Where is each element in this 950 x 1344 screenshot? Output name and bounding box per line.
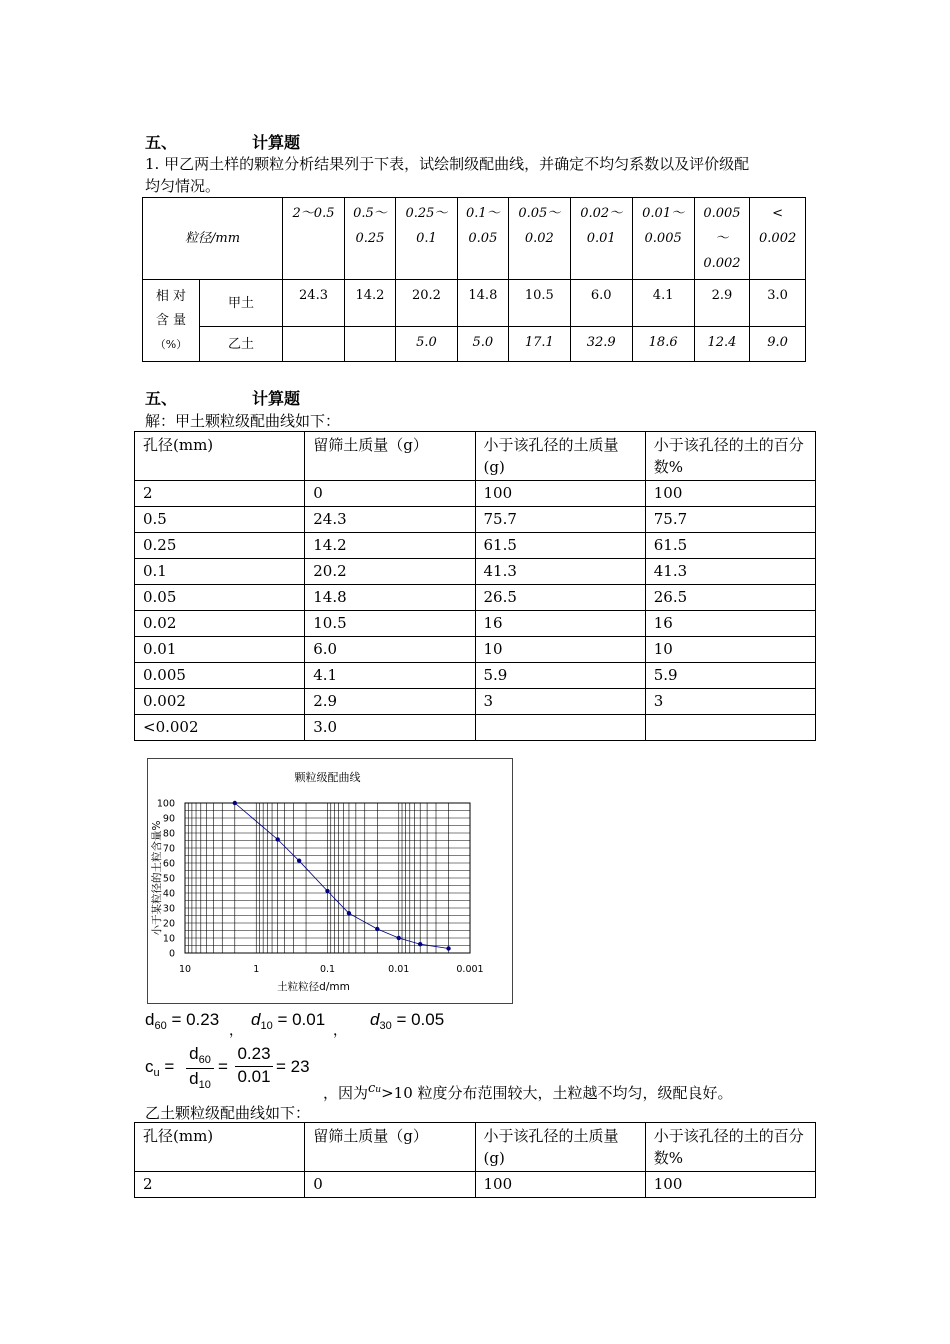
table-cell: 100 [475, 481, 645, 507]
header-cell: 孔径(mm) [135, 1123, 305, 1172]
table-cell: 2 [135, 1172, 305, 1198]
x-tick-label: 0.01 [388, 964, 410, 975]
formula-value: = 0.01 [277, 1010, 326, 1029]
table-cell: 100 [475, 1172, 645, 1198]
table-cell: 20.2 [305, 559, 475, 585]
data-point [325, 889, 329, 893]
formula-value: = 0.05 [396, 1010, 445, 1029]
table-cell: 0.05 [135, 585, 305, 611]
range-text: 0.02～ [580, 206, 623, 221]
range-text: 0.005 [644, 231, 682, 246]
formula-subscript: 10 [260, 1020, 273, 1032]
range-cell [457, 198, 508, 280]
conclusion-prefix: ，因为 [323, 1084, 369, 1102]
table-row [135, 559, 816, 585]
chart-title: 颗粒级配曲线 [294, 771, 361, 784]
conclusion-text: >10 粒度分布范围较大，土粒越不均匀，级配良好。 [381, 1084, 733, 1102]
range-text: 2～0.5 [292, 206, 335, 221]
table-cell: 14.2 [305, 533, 475, 559]
table-cell: <0.002 [135, 715, 305, 741]
table-cell: 0.5 [135, 507, 305, 533]
soil-b-value: 5.0 [457, 327, 508, 362]
formula-symbol: d [145, 1010, 155, 1029]
d10-formula [251, 1010, 325, 1032]
range-cell [694, 198, 750, 280]
header-cell: 孔径(mm) [135, 432, 305, 481]
soil-b-intro: 乙土颗粒级配曲线如下： [145, 1104, 311, 1122]
soil-b-label: 乙土 [200, 327, 283, 362]
grading-curve-chart [147, 758, 513, 1004]
table-cell: 26.5 [645, 585, 815, 611]
table-row [135, 663, 816, 689]
x-tick-label: 0.1 [319, 964, 336, 975]
table-cell: 0 [305, 481, 475, 507]
header-cell: 小于该孔径的土质量(g) [475, 432, 645, 481]
x-tick-label: 1 [253, 964, 260, 975]
table-cell: 26.5 [475, 585, 645, 611]
range-text: 0.25～ [405, 206, 448, 221]
soil-a-sieve-table [134, 431, 816, 741]
data-point [347, 911, 351, 915]
table-row [135, 507, 816, 533]
table-row [135, 689, 816, 715]
table-row [135, 1172, 816, 1198]
header-cell: 留筛土质量（g） [305, 1123, 475, 1172]
table-cell: 75.7 [645, 507, 815, 533]
soil-a-value: 24.3 [283, 280, 345, 327]
y-tick-label: 60 [162, 858, 175, 870]
table-cell: 10.5 [305, 611, 475, 637]
table-cell: 3 [645, 689, 815, 715]
range-cell [750, 198, 806, 280]
table-cell: 41.3 [475, 559, 645, 585]
table-cell: 0.01 [135, 637, 305, 663]
table-cell: 3 [475, 689, 645, 715]
data-point [375, 927, 379, 931]
range-text: 0.05～ [518, 206, 561, 221]
soil-a-value: 6.0 [570, 280, 632, 327]
soil-a-value: 4.1 [632, 280, 694, 327]
y-tick-label: 30 [162, 903, 175, 915]
range-cell [395, 198, 457, 280]
y-tick-label: 20 [162, 918, 175, 930]
formula-subscript: 10 [198, 1079, 211, 1091]
range-text: 0.01～ [642, 206, 685, 221]
table-cell: 5.9 [645, 663, 815, 689]
header-cell: 小于该孔径的土质量(g) [475, 1123, 645, 1172]
y-tick-label: 100 [156, 798, 175, 810]
formula-symbol: c [145, 1057, 154, 1076]
formula-symbol: d [251, 1010, 261, 1029]
cu-fraction [186, 1044, 214, 1091]
formula-subscript: 30 [379, 1020, 392, 1032]
cu-value-fraction [235, 1044, 273, 1087]
x-axis-label: 土粒粒径d/mm [277, 981, 350, 993]
soil-a-value: 20.2 [395, 280, 457, 327]
soil-a-label: 甲土 [200, 280, 283, 327]
data-point [446, 946, 450, 950]
x-tick-label: 10 [178, 964, 192, 975]
formula-value: = 0.23 [171, 1010, 220, 1029]
cu-result: = 23 [276, 1057, 310, 1076]
table-cell: 6.0 [305, 637, 475, 663]
data-point [418, 942, 422, 946]
section-title: 计算题 [252, 133, 301, 152]
table-cell: 0.005 [135, 663, 305, 689]
data-point [297, 859, 301, 863]
range-text: ～ [715, 231, 729, 246]
data-point [233, 801, 237, 805]
y-tick-label: 70 [162, 843, 175, 855]
table-row [135, 715, 816, 741]
grading-curve-svg [148, 759, 512, 1003]
table-cell: 10 [645, 637, 815, 663]
table-cell: 14.8 [305, 585, 475, 611]
range-text: 0.01 [586, 231, 616, 246]
soil-b-sieve-table [134, 1122, 816, 1198]
x-tick-label: 0.001 [456, 964, 484, 975]
table-cell: 0.002 [135, 689, 305, 715]
table-cell: 41.3 [645, 559, 815, 585]
y-tick-label: 50 [162, 873, 175, 885]
range-text: 0.002 [703, 256, 741, 271]
grain-analysis-table [142, 197, 806, 362]
range-text: 0.5～ [353, 206, 387, 221]
table-cell: 0 [305, 1172, 475, 1198]
question-line-2: 均匀情况。 [145, 177, 221, 195]
table-cell: 4.1 [305, 663, 475, 689]
range-text: 0.002 [759, 231, 797, 246]
cu-inline-symbol: cu [368, 1081, 382, 1096]
range-cell [344, 198, 395, 280]
soil-b-value [283, 327, 345, 362]
relative-content-label [143, 280, 200, 362]
table-cell: 2 [135, 481, 305, 507]
table-row [135, 611, 816, 637]
soil-b-value: 5.0 [395, 327, 457, 362]
table-cell: 100 [645, 1172, 815, 1198]
table-cell: 61.5 [645, 533, 815, 559]
y-tick-label: 90 [162, 813, 175, 825]
y-tick-label: 40 [162, 888, 175, 900]
cu-symbol: $c_u$ = [145, 1057, 175, 1079]
table-cell: 10 [475, 637, 645, 663]
formula-subscript: 60 [154, 1020, 167, 1032]
range-text: 0.02 [524, 231, 554, 246]
table-cell: 0.25 [135, 533, 305, 559]
section-number: 五、 [145, 389, 178, 408]
range-cell [632, 198, 694, 280]
table-row [135, 637, 816, 663]
range-cell [508, 198, 570, 280]
soil-a-value: 14.2 [344, 280, 395, 327]
numerator: 0.23 [237, 1044, 271, 1063]
formula-subscript: 60 [198, 1054, 211, 1066]
label-line: 含 量 [155, 312, 187, 328]
range-text: 0.005 [703, 206, 741, 221]
table-cell: 61.5 [475, 533, 645, 559]
table-row [135, 585, 816, 611]
d30-formula [370, 1010, 444, 1032]
solution-intro: 解：甲土颗粒级配曲线如下： [145, 412, 341, 430]
soil-b-value: 9.0 [750, 327, 806, 362]
table-cell [475, 715, 645, 741]
header-cell: 小于该孔径的土的百分数% [645, 432, 815, 481]
formula-symbol: d [189, 1069, 199, 1088]
table-cell: 24.3 [305, 507, 475, 533]
d60-formula [145, 1010, 219, 1032]
denominator: 0.01 [235, 1066, 273, 1087]
table-cell: 16 [475, 611, 645, 637]
section-number: 五、 [145, 133, 178, 152]
question-text [145, 153, 825, 197]
table-cell: 3.0 [305, 715, 475, 741]
table-row [135, 481, 816, 507]
section-title: 计算题 [252, 389, 301, 408]
table-cell: 100 [645, 481, 815, 507]
table-cell: 2.9 [305, 689, 475, 715]
soil-a-value: 14.8 [457, 280, 508, 327]
size-label-cell [143, 198, 283, 280]
conclusion [323, 1078, 733, 1104]
range-cell [570, 198, 632, 280]
equals-sign: = [218, 1057, 228, 1076]
size-label: 粒径/mm [185, 231, 241, 246]
table-cell [645, 715, 815, 741]
table-cell: 75.7 [475, 507, 645, 533]
label-line: 相 对 [155, 288, 187, 304]
table-cell: 0.1 [135, 559, 305, 585]
soil-b-value: 17.1 [508, 327, 570, 362]
label-line: （%） [154, 337, 188, 351]
formula-symbol: d [370, 1010, 380, 1029]
soil-a-value: 3.0 [750, 280, 806, 327]
range-text: < [772, 206, 784, 221]
soil-a-value: 10.5 [508, 280, 570, 327]
soil-b-value [344, 327, 395, 362]
data-point [397, 936, 401, 940]
range-text: 0.25 [355, 231, 385, 246]
range-text: 0.1～ [466, 206, 500, 221]
soil-b-value: 18.6 [632, 327, 694, 362]
y-axis-label: 小于某粒径的土粒含量% [151, 820, 163, 936]
data-point [275, 837, 279, 841]
header-cell: 小于该孔径的土的百分数% [645, 1123, 815, 1172]
soil-b-value: 12.4 [694, 327, 750, 362]
table-cell: 5.9 [475, 663, 645, 689]
soil-a-value: 2.9 [694, 280, 750, 327]
series-line [235, 803, 449, 949]
table-cell: 0.02 [135, 611, 305, 637]
range-text: 0.05 [468, 231, 498, 246]
table-row [135, 533, 816, 559]
question-line-1: 1. 甲乙两土样的颗粒分析结果列于下表，试绘制级配曲线，并确定不均匀系数以及评价级配 [145, 155, 750, 173]
soil-b-value: 32.9 [570, 327, 632, 362]
table-cell: 16 [645, 611, 815, 637]
y-tick-label: 10 [162, 933, 175, 945]
range-text: 0.1 [416, 231, 437, 246]
y-tick-label: 0 [168, 948, 175, 960]
formula-symbol: d [189, 1044, 199, 1063]
header-cell: 留筛土质量（g） [305, 432, 475, 481]
separator: ， [333, 1023, 347, 1039]
y-tick-label: 80 [162, 828, 175, 840]
separator: ， [229, 1023, 243, 1039]
formula-subscript: u [153, 1067, 160, 1079]
range-cell [283, 198, 345, 280]
